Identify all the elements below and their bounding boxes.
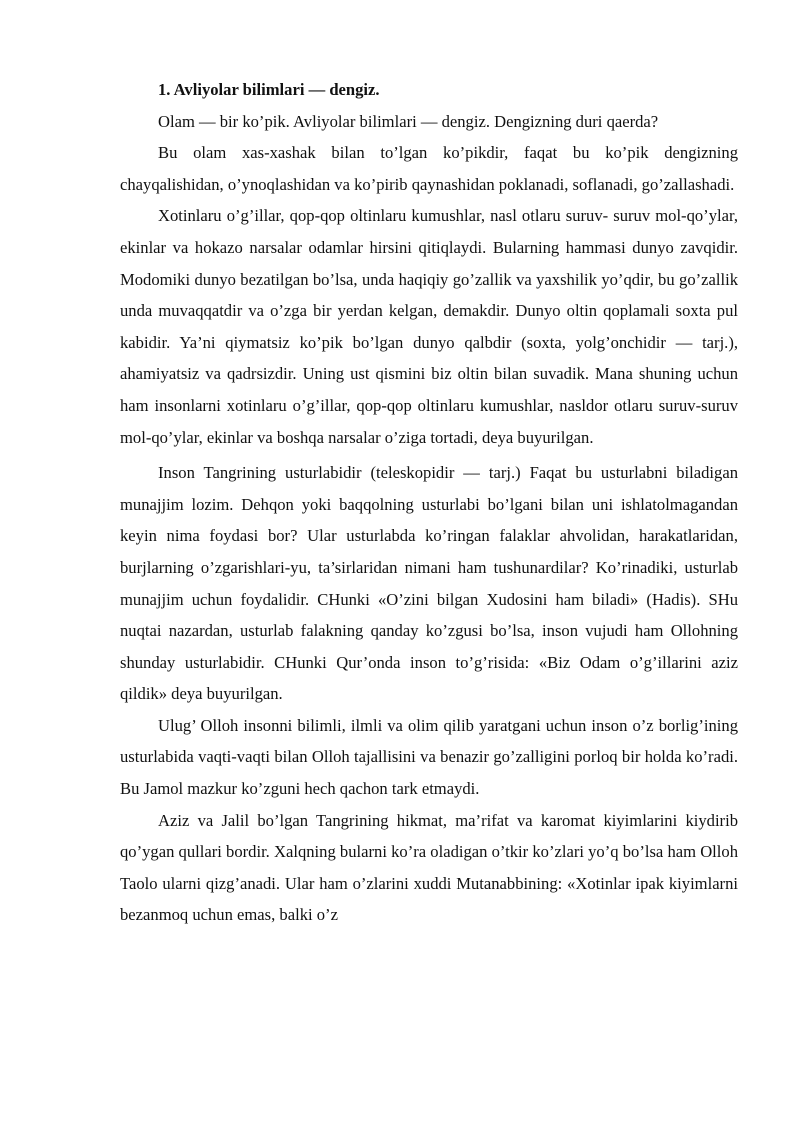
paragraph-1: Olam — bir ko’pik. Avliyolar bilimlari — dengiz. Dengizning duri qaerda? <box>158 111 659 131</box>
paragraph-4: Inson Tangrining usturlabidir (teleskopidir — tarj.) Faqat bu usturlabni biladigan munajjim lozim. Dehqon yoki baqqolning usturlabi bo’lgani bilan uni ishlatolmagandan keyin nima foydasi bor? Ular usturlabda ko’ringan falaklar ahvolidan, harakatlaridan, burjlarning o’zgarishlari-yu, ta’sirlaridan nimani ham tushunardilar? Ko’rinadiki, usturlab munajjim uchun foydalidir. CHunki «O’zini bilgan Xudosini ham biladi» (Hadis). SHu nuqtai nazardan, usturlab falakning qanday ko’zgusi bo’lsa, inson vujudi ham Ollohning shunday usturlabidir. CHunki Qur’onda inson to’g’risida: «Biz Odam o’g’illarini aziz qildik» deya buyurilgan. <box>120 463 738 704</box>
section-heading: 1. Avliyolar bilimlari — dengiz. <box>158 80 380 99</box>
paragraph-5: Ulug’ Olloh insonni bilimli, ilmli va olim qilib yaratgani uchun inson o’z borlig’ining usturlabida vaqti-vaqti bilan Olloh tajallisini va benazir go’zalligini porloq bir holda ko’radi. Bu Jamol mazkur ko’zguni hech qachon tark etmaydi. <box>120 715 738 799</box>
paragraph-6: Aziz va Jalil bo’lgan Tangrining hikmat, ma’rifat va karomat kiyimlarini kiydirib qo’ygan qullari bordir. Xalqning bularni ko’ra oladigan o’tkir ko’zlari yo’q bo’lsa ham Olloh Taolo ularni qizg’anadi. Ular ham o’zlarini xuddi Mutanabbining: «Xotinlar ipak kiyimlarni bezanmoq uchun emas, balki o’z <box>120 810 738 925</box>
paragraph-3: Xotinlaru o’g’illar, qop-qop oltinlaru kumushlar, nasl otlaru suruv- suruv mol-qo’ylar, ekinlar va hokazo narsalar odamlar hirsini qitiqlaydi. Bularning hammasi dunyo zavqidir. Modomiki dunyo bezatilgan bo’lsa, unda haqiqiy go’zallik va yaxshilik yo’qdir, bu go’zallik unda muvaqqatdir va o’zga bir yerdan kelgan, demakdir. Dunyo oltin qoplamali soxta pul kabidir. Ya’ni qiymatsiz ko’pik bo’lgan dunyo qalbdir (soxta, yolg’onchidir — tarj.), ahamiyatsiz va qadrsizdir. Uning ust qismini biz oltin bilan suvadik. Mana shuning uchun ham insonlarni xotinlaru o’g’illar, qop-qop oltinlaru kumushlar, nasldor otlaru suruv-suruv mol-qo’ylar, ekinlar va boshqa narsalar o’ziga tortadi, deya buyurilgan. <box>120 206 738 447</box>
document-page <box>120 74 738 931</box>
paragraph-2: Bu olam xas-xashak bilan to’lgan ko’pikdir, faqat bu ko’pik dengizning chayqalishidan, o’ynoqlashidan va ko’pirib qaynashidan poklanadi, soflanadi, go’zallashadi. <box>120 143 738 194</box>
